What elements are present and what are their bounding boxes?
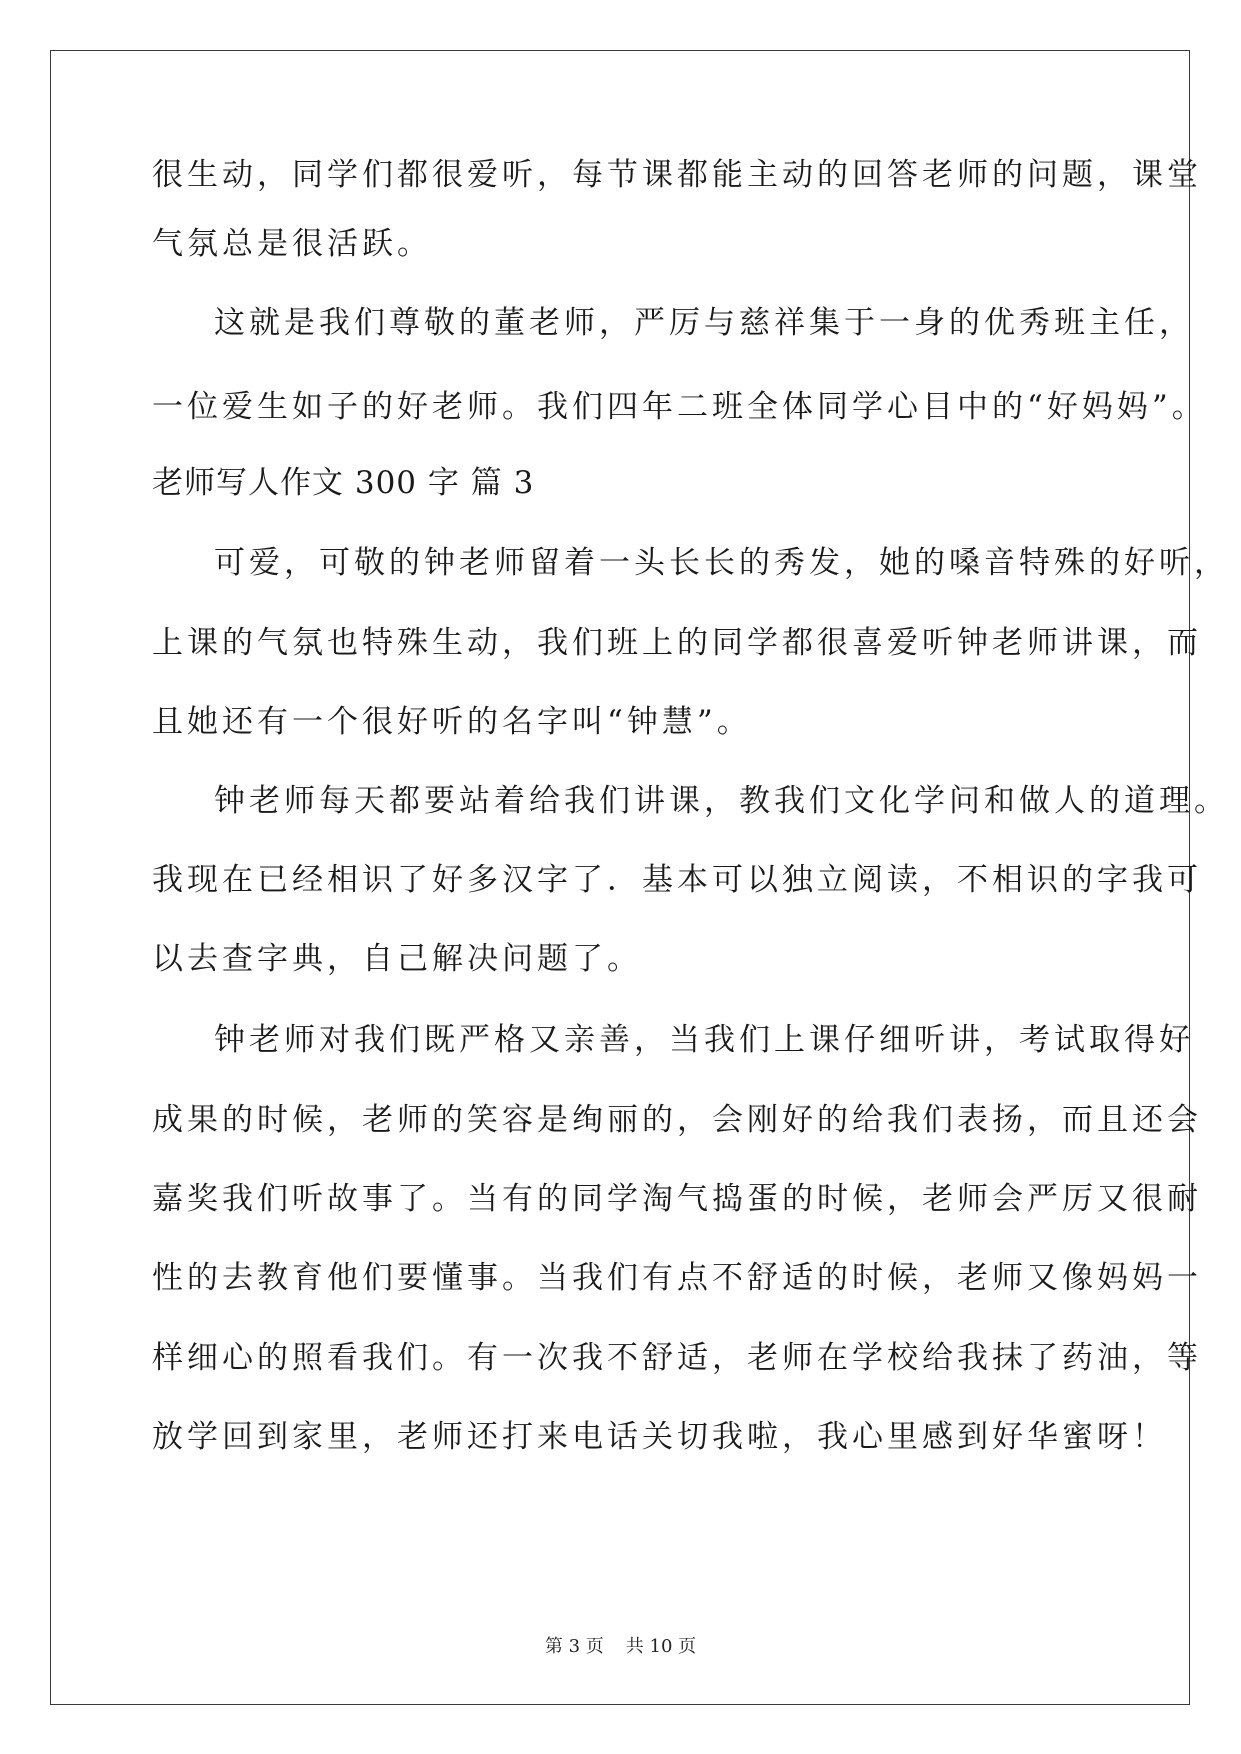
paragraph-first-line: 这就是我们尊敬的董老师，严厉与慈祥集于一身的优秀班主任， (214, 305, 1194, 341)
page-number: 第 3 页 (544, 1636, 604, 1657)
paragraph-first-line: 钟老师对我们既严格又亲善，当我们上课仔细听讲，考试取得好 (214, 1022, 1194, 1058)
page-footer (0, 1632, 1241, 1658)
text-line: 成果的时候，老师的笑容是绚丽的，会刚好的给我们表扬，而且还会 (152, 1102, 1202, 1138)
text-line: 样细心的照看我们。有一次我不舒适，老师在学校给我抹了药油，等 (152, 1340, 1202, 1376)
text-line: 上课的气氛也特殊生动，我们班上的同学都很喜爱听钟老师讲课，而 (152, 625, 1202, 661)
text-line: 嘉奖我们听故事了。当有的同学淘气捣蛋的时候，老师会严厉又很耐 (152, 1181, 1202, 1217)
section-heading: 老师写人作文 300 字 篇 3 (152, 465, 535, 501)
text-line: 气氛总是很活跃。 (152, 226, 432, 262)
text-line: 很生动，同学们都很爱听，每节课都能主动的回答老师的问题，课堂 (152, 157, 1202, 193)
page-total: 共 10 页 (625, 1636, 697, 1657)
text-line: 一位爱生如子的好老师。我们四年二班全体同学心目中的“好妈妈”。 (152, 389, 1207, 425)
text-line: 且她还有一个很好听的名字叫“钟慧”。 (152, 704, 752, 740)
text-line: 我现在已经相识了好多汉字了．基本可以独立阅读，不相识的字我可 (152, 862, 1202, 898)
text-line: 以去查字典，自己解决问题了。 (152, 941, 642, 977)
text-line: 性的去教育他们要懂事。当我们有点不舒适的时候，老师又像妈妈一 (152, 1260, 1202, 1296)
paragraph-first-line: 钟老师每天都要站着给我们讲课，教我们文化学问和做人的道理。 (214, 783, 1229, 819)
text-line: 放学回到家里，老师还打来电话关切我啦，我心里感到好华蜜呀！ (152, 1419, 1167, 1455)
paragraph-first-line: 可爱，可敬的钟老师留着一头长长的秀发，她的嗓音特殊的好听， (214, 545, 1229, 581)
